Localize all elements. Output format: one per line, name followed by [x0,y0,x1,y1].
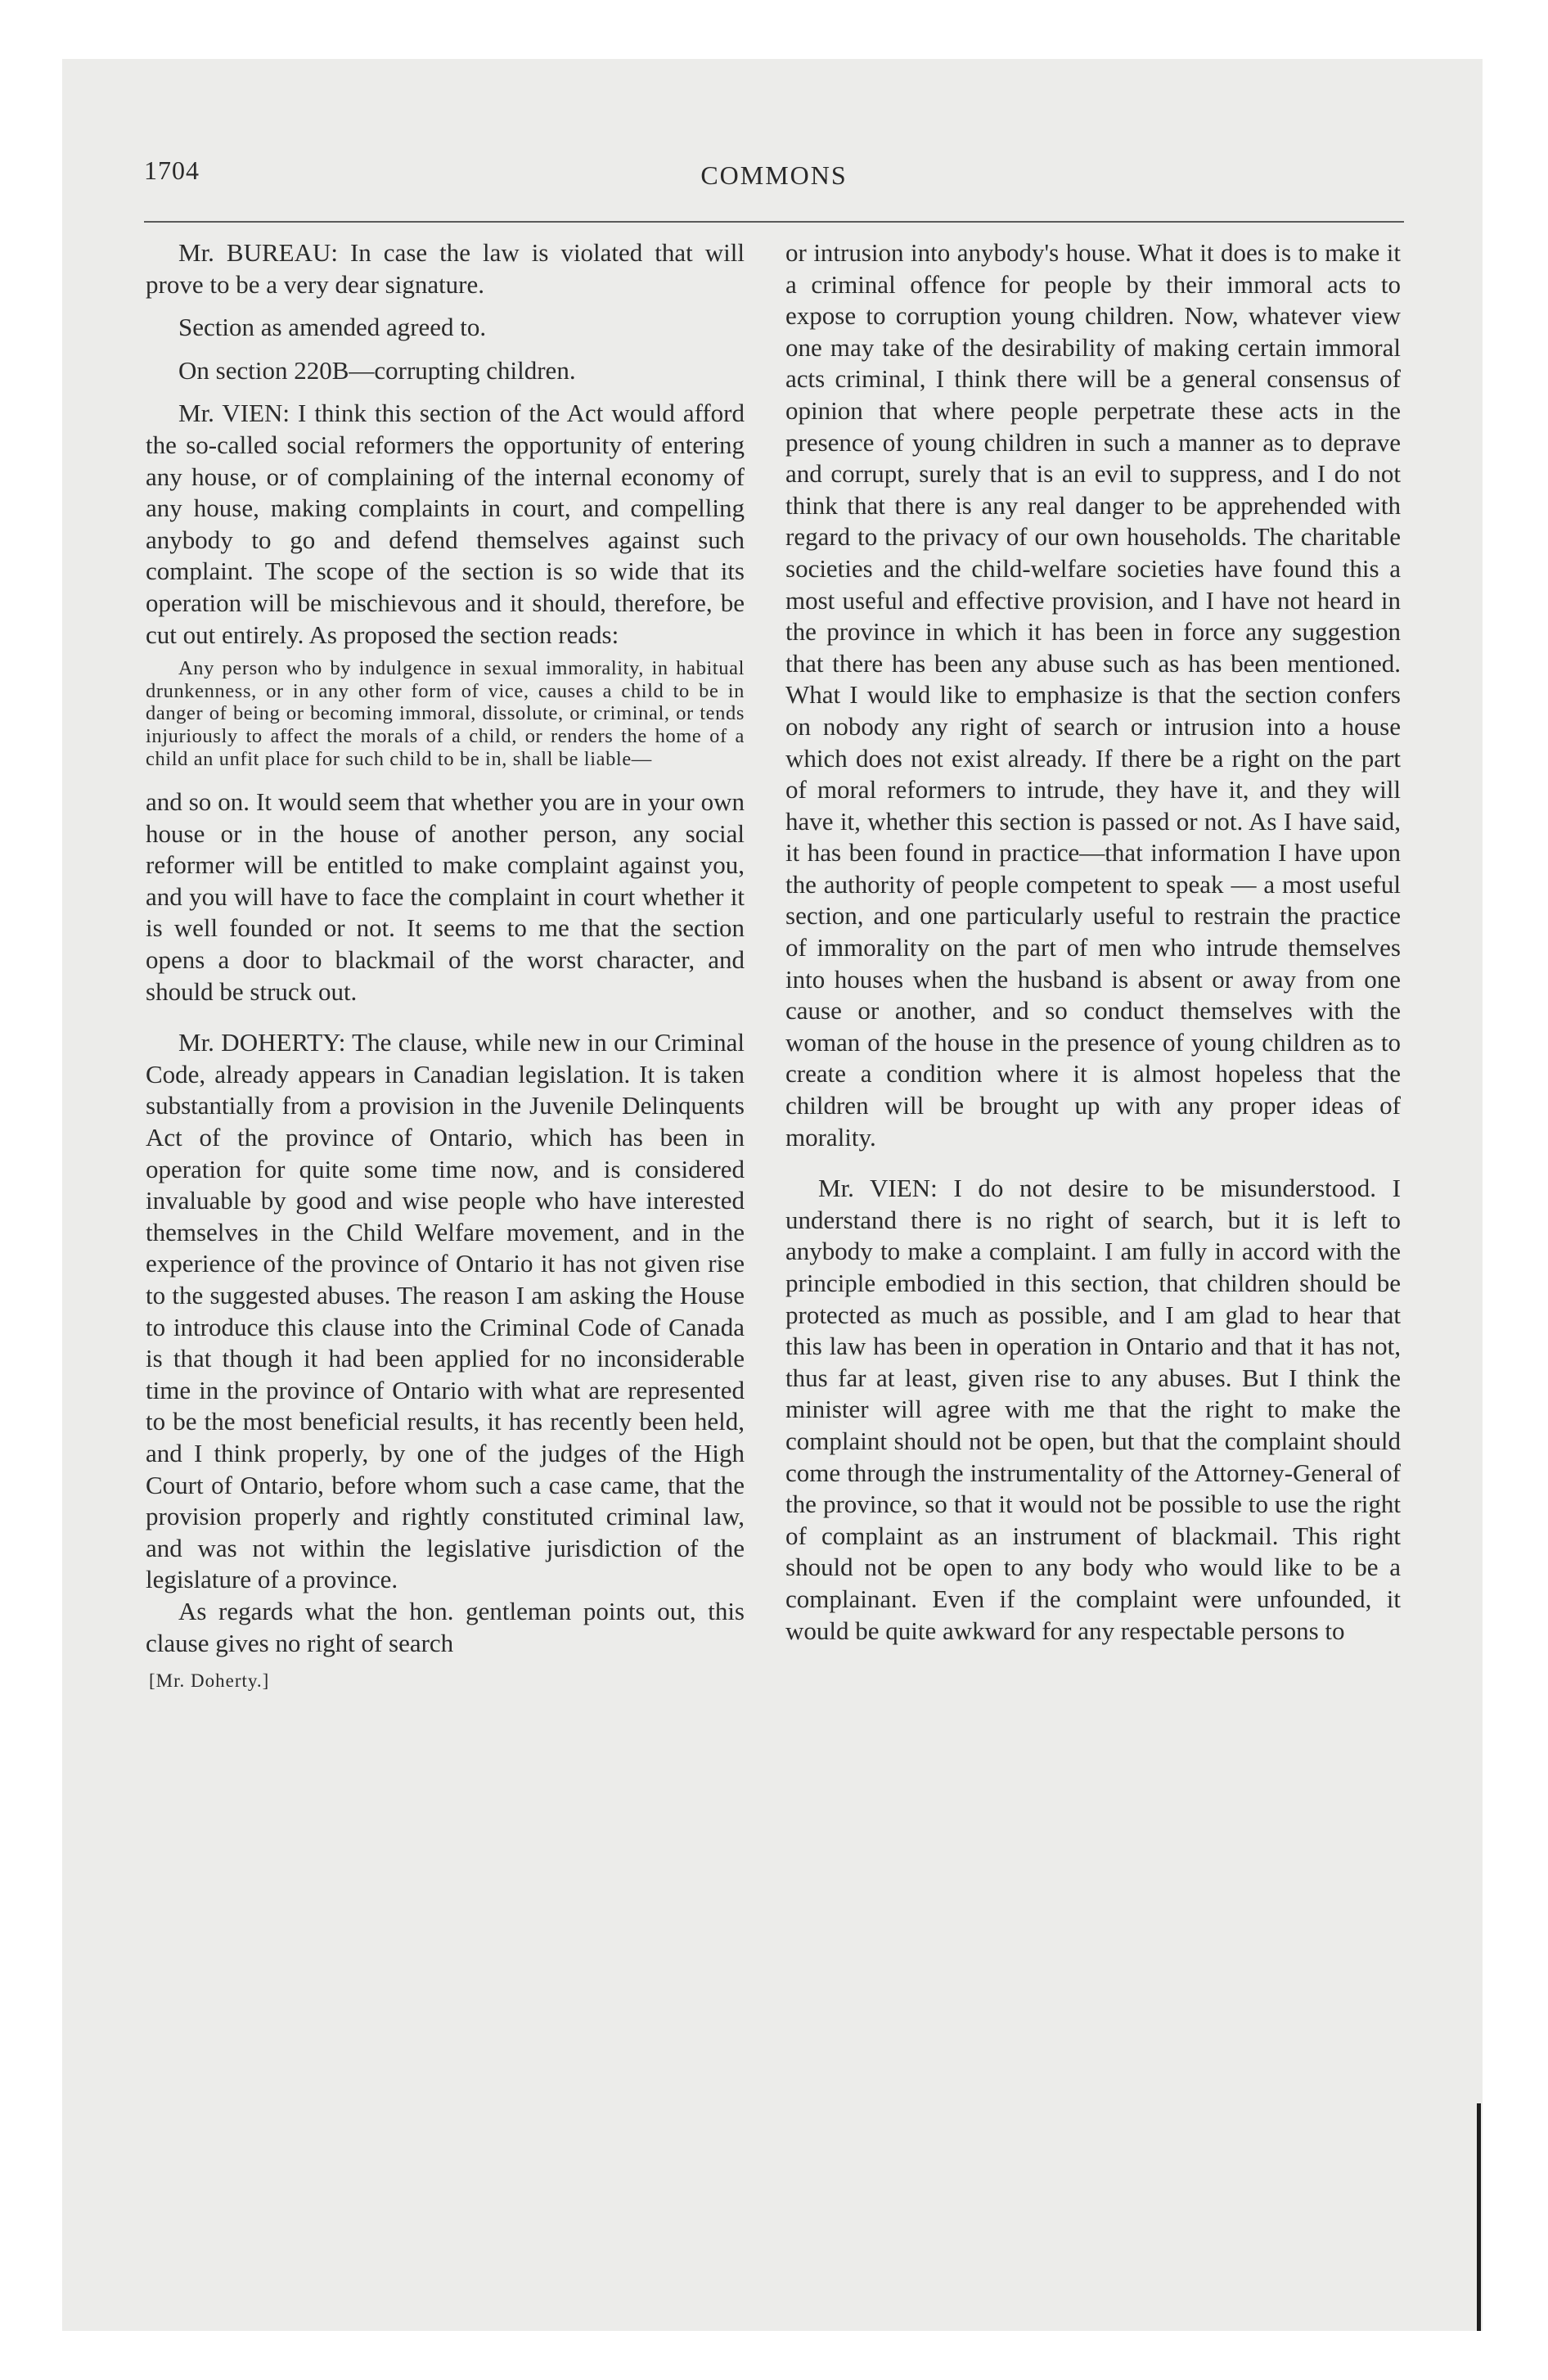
paragraph-as-regards: As regards what the hon. gentleman points out, this clause gives no right of search [146,1596,745,1657]
paragraph-agreed: Section as amended agreed to. [178,313,487,342]
page-edge-shadow [1477,2103,1481,2331]
paragraph-doherty: Mr. DOHERTY: The clause, while new in our Criminal Code, already appears in Canadian legislation. It is taken substantially from a provision in the Juvenile Delinquents Act of the province of Ontario, which has been in operation for quite some time now, and is considered invaluable by good and wise people who have interested themselves in the Child Welfare movement, and in the experience of the province of Ontario it has not given rise to the suggested abuses. The reason I am asking the House to introduce this clause into the Criminal Code of Canada is that though it had been applied for no inconsiderable time in the province of Ontario with what are represented to be the most beneficial results, it has recently been held, and I think properly, by one of the judges of the High Court of Ontario, before whom such a case came, that the provision properly and rightly constituted criminal law, and was not within the legislative jurisdiction of the legislature of a province. [146,1028,745,1594]
speaker-footer: [Mr. Doherty.] [149,1670,270,1692]
paragraph-doherty-continued: or intrusion into anybody's house. What it does is to make it a criminal offence for people by their immoral acts to expose to corruption young children. Now, whatever view one may take of the desirability of making certain immoral acts criminal, I think there will be a general consensus of opinion that where people perpetrate these acts in the presence of young children in such a manner as to deprave and corrupt, surely that is an evil to suppress, and I do not think that there is any real danger to be apprehended with regard to the privacy of our own households. The charitable societies and the child-welfare societies have found this a most useful and effective provision, and I have not heard in the province in which it has been in force any suggestion that there has been any abuse such as has been mentioned. What I would like to emphasize is that the section confers on nobody any right of search or intrusion into a house which does not exist already. If there be a right on the part of moral reformers to intrude, they have it, and they will have it, whether this section is passed or not. As I have said, it has been found in practice—that information I have upon the authority of people competent to speak — a most useful section, and one particularly useful to restrain the practice of immorality on the part of men who intrude themselves into houses when the husband is absent or away from one cause or another, and so conduct themselves with the woman of the house in the presence of young children as to create a condition where it is almost hopeless that the children will be brought up with any proper ideas of morality. [785,238,1401,1152]
paragraph-bureau: Mr. BUREAU: In case the law is violated that will prove to be a very dear signature. [146,238,745,299]
header-rule [144,221,1404,223]
paragraph-vien-1: Mr. VIEN: I think this section of the Act would afford the so-called social reformers the opportunity of entering any house, or of complaining of the internal economy of any house, making complaints in court, and compelling anybody to go and defend themselves against such complaint. The scope of the section is so wide that its operation will be mischievous and it should, therefore, be cut out entirely. As proposed the section reads: [146,399,745,649]
left-column [146,237,745,1693]
running-header: COMMONS [700,160,848,190]
right-column [785,237,1401,1647]
quote-text: Any person who by indulgence in sexual immorality, in habitual drunkenness, or in any other form of vice, causes a child to be in danger of being or becoming immoral, dissolute, or criminal, or tends injuriously to affect the morals of a child, or renders the home of a child an unfit place for such child to be in, shall be liable— [146,657,745,770]
page-number: 1704 [144,156,200,185]
quoted-section-text [146,657,745,770]
paragraph-and-so-on: and so on. It would seem that whether you are in your own house or in the house of another person, any social reformer will be entitled to make complaint against you, and you will have to face the complaint in court whether it is well founded or not. It seems to me that the section opens a door to blackmail of the worst character, and should be struck out. [146,787,745,1006]
paragraph-vien-2: Mr. VIEN: I do not desire to be misunderstood. I understand there is no right of search, but it is left to anybody to make a complaint. I am fully in accord with the principle embodied in this section, that children should be protected as much as possible, and I am glad to hear that this law has been in operation in Ontario and that it has not, thus far at least, given rise to any abuses. But I think the minister will agree with me that the right to make the complaint should not be open, but that the complaint should come through the instrumentality of the Attorney-General of the province, so that it would not be possible to use the right of complaint as an instrument of blackmail. This right should not be open to any body who would like to be a complainant. Even if the complaint were unfounded, it would be quite awkward for any respectable persons to [785,1174,1401,1645]
paragraph-section-220b: On section 220B—corrupting children. [178,355,576,385]
